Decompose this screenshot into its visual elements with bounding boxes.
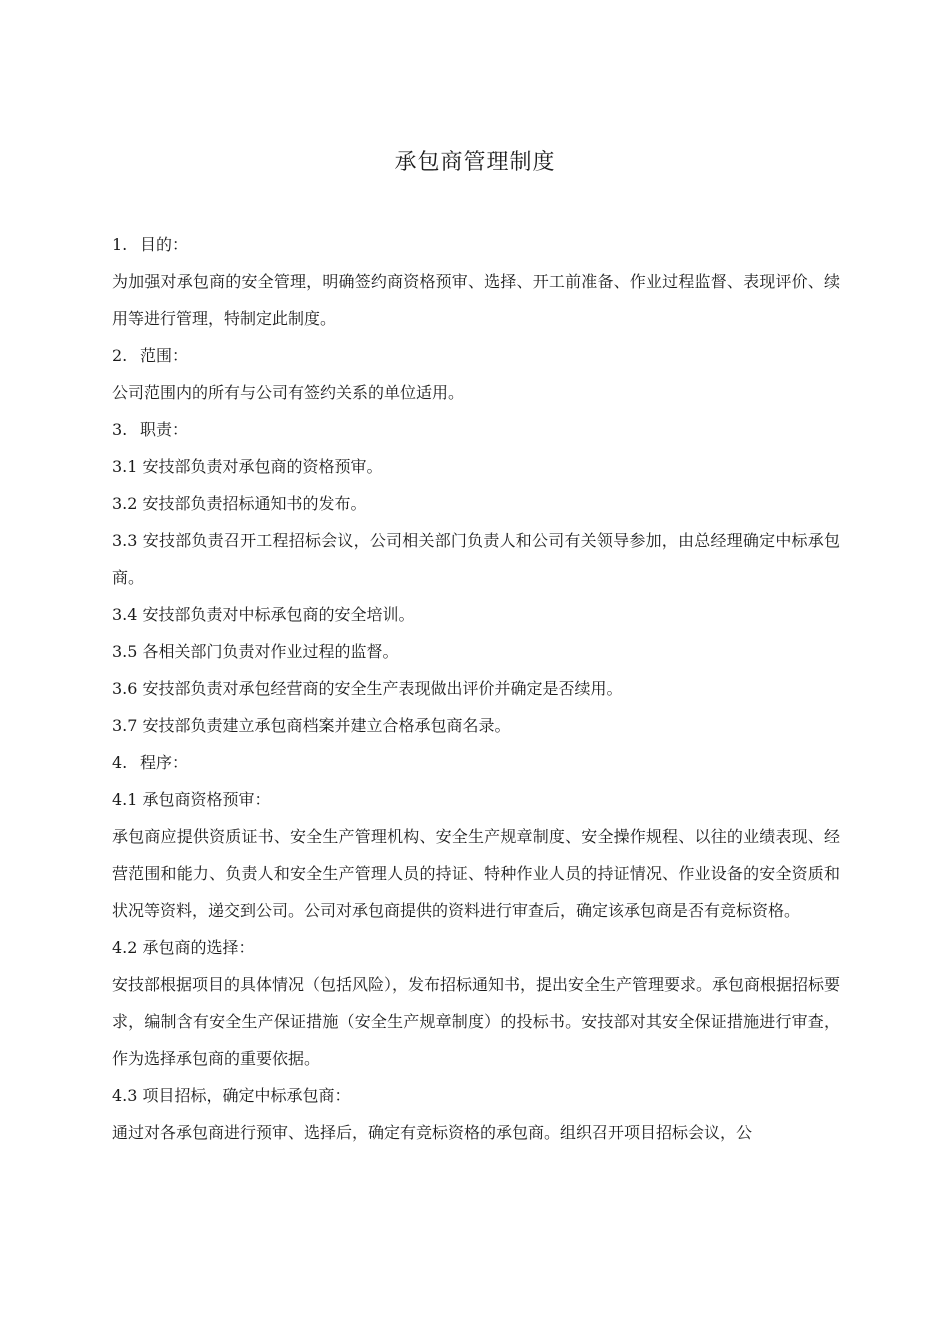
section-heading xyxy=(112,744,840,781)
paragraph: 4.1 承包商资格预审： xyxy=(112,790,271,809)
paragraph: 3.4 安技部负责对中标承包商的安全培训。 xyxy=(112,605,415,624)
paragraph: 3.2 安技部负责招标通知书的发布。 xyxy=(112,494,367,513)
paragraph: 3.5 各相关部门负责对作业过程的监督。 xyxy=(112,642,399,661)
section-number: 2. xyxy=(112,346,128,365)
paragraph: 通过对各承包商进行预审、选择后，确定有竞标资格的承包商。组织召开项目招标会议，公 xyxy=(112,1123,753,1142)
paragraph: 3.1 安技部负责对承包商的资格预审。 xyxy=(112,457,383,476)
paragraph: 为加强对承包商的安全管理，明确签约商资格预审、选择、开工前准备、作业过程监督、表现评价、续用等进行管理，特制定此制度。 xyxy=(112,272,840,328)
paragraph: 3.6 安技部负责对承包经营商的安全生产表现做出评价并确定是否续用。 xyxy=(112,679,623,698)
section-heading xyxy=(112,337,840,374)
section-heading-text: 目的： xyxy=(140,235,189,254)
section-number: 1. xyxy=(112,235,128,254)
paragraph: 公司范围内的所有与公司有签约关系的单位适用。 xyxy=(112,383,465,402)
section-heading-text: 职责： xyxy=(140,420,189,439)
paragraph: 安技部根据项目的具体情况（包括风险），发布招标通知书，提出安全生产管理要求。承包商根据招标要求，编制含有安全生产保证措施（安全生产规章制度）的投标书。安技部对其安全保证措施进行审查，作为选择承包商的重要依据。 xyxy=(112,975,841,1068)
paragraph: 3.3 安技部负责召开工程招标会议，公司相关部门负责人和公司有关领导参加，由总经理确定中标承包商。 xyxy=(112,531,840,587)
section-heading-text: 范围： xyxy=(140,346,189,365)
paragraph: 4.3 项目招标，确定中标承包商： xyxy=(112,1086,351,1105)
paragraph: 3.7 安技部负责建立承包商档案并建立合格承包商名录。 xyxy=(112,716,511,735)
document-body xyxy=(112,226,840,1151)
section-heading xyxy=(112,411,840,448)
section-heading-text: 程序： xyxy=(140,753,189,772)
section-number: 4. xyxy=(112,753,128,772)
section-heading xyxy=(112,226,840,263)
paragraph: 承包商应提供资质证书、安全生产管理机构、安全生产规章制度、安全操作规程、以往的业绩表现、经营范围和能力、负责人和安全生产管理人员的持证、特种作业人员的持证情况、作业设备的安全资质和状况等资料，递交到公司。公司对承包商提供的资料进行审查后，确定该承包商是否有竞标资格。 xyxy=(112,827,840,920)
document-title: 承包商管理制度 xyxy=(394,150,556,175)
paragraph: 4.2 承包商的选择： xyxy=(112,938,255,957)
section-number: 3. xyxy=(112,420,128,439)
